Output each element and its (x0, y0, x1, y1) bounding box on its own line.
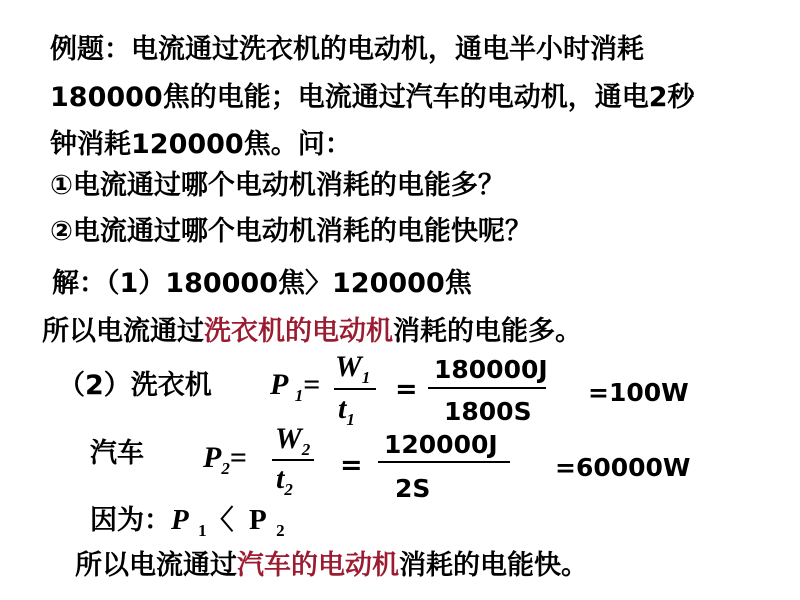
step-2-label: （2）洗衣机 (58, 370, 212, 401)
step-2-power (270, 368, 321, 405)
step-3-w-symbol: W (275, 422, 302, 455)
step-3-symbol-fraction-bar (272, 459, 314, 461)
step-2-p-sub: 1 (294, 386, 304, 405)
conclusion-1-highlight: 洗衣机的电动机 (204, 316, 393, 347)
step-3-w-sub: 2 (301, 440, 311, 459)
step-3-value-fraction-bar (378, 461, 510, 463)
compare-p1: P (171, 504, 189, 536)
step-2-t-denominator (338, 392, 355, 429)
step-3-equals: = (229, 441, 247, 474)
step-2-equals-2: = (395, 374, 418, 405)
conclusion-2-prefix: 所以电流通过 (75, 550, 237, 581)
step-2-equals: = (303, 368, 321, 401)
conclusion-2-suffix: 消耗的电能快。 (399, 550, 588, 581)
step-3-denominator: 2S (395, 474, 431, 503)
step-3-power (203, 441, 247, 478)
compare-label: 因为： (90, 505, 171, 536)
step-3-result: =60000W (555, 453, 691, 482)
step-2-result: =100W (588, 378, 689, 407)
compare-p2-sub: 2 (276, 521, 285, 540)
step-2-numerator: 180000J (434, 355, 548, 384)
conclusion-1 (42, 318, 582, 345)
step-3-t-sub: 2 (284, 480, 293, 499)
step-2-w-symbol: W (335, 350, 362, 383)
step-3-numerator: 120000J (384, 430, 498, 459)
step-2-t-symbol: t (338, 392, 347, 425)
step-3-t-denominator (276, 462, 293, 499)
step-2-w-sub: 1 (361, 368, 371, 387)
compare-p2: P (249, 504, 267, 536)
conclusion-2 (75, 552, 588, 579)
step-2-denominator: 1800S (444, 397, 532, 426)
step-3-t-symbol: t (276, 462, 285, 495)
question-item-2: ②电流通过哪个电动机消耗的电能快呢？ (50, 216, 532, 247)
question-item-1: ①电流通过哪个电动机消耗的电能多？ (50, 170, 505, 201)
question-line-3: 钟消耗120000焦。问： (50, 129, 352, 160)
conclusion-1-prefix: 所以电流通过 (42, 316, 204, 347)
step-3-w-numerator (275, 422, 311, 459)
question-line-2: 180000焦的电能；电流通过汽车的电动机，通电2秒 (50, 82, 695, 113)
step-2-w-numerator (335, 350, 371, 387)
step-3-p-sub: 2 (221, 459, 230, 478)
step-3-label: 汽车 (90, 438, 144, 469)
compare-row (90, 504, 285, 540)
conclusion-1-suffix: 消耗的电能多。 (393, 316, 582, 347)
question-line-1: 例题：电流通过洗衣机的电动机，通电半小时消耗 (50, 34, 644, 65)
step-2-symbol-fraction-bar (334, 388, 376, 390)
solution-step-1: 解：（1）180000焦〉120000焦 (52, 268, 472, 299)
step-3-p-symbol: P (203, 441, 222, 474)
compare-less-than: 〈 (206, 505, 234, 536)
step-2-value-fraction-bar (428, 387, 546, 389)
step-2-p-symbol: P (270, 368, 288, 401)
compare-p1-sub: 1 (198, 521, 207, 540)
step-3-equals-2: = (340, 450, 363, 481)
step-2-t-sub: 1 (346, 410, 355, 429)
conclusion-2-highlight: 汽车的电动机 (237, 550, 399, 581)
